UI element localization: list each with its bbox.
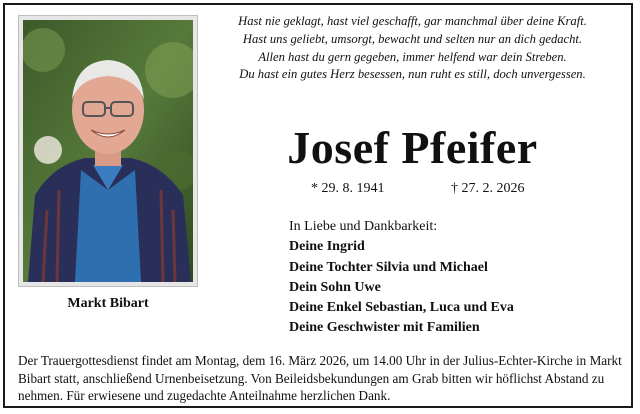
poem-line: Hast uns geliebt, umsorgt, bewacht und selten nur an dich gedacht.: [242, 31, 583, 46]
poem-line: Du hast ein gutes Herz besessen, nun ruht es still, doch unvergessen.: [239, 67, 586, 82]
mourner-entry: Deine Tochter Silvia und Michael: [289, 259, 488, 275]
deceased-name: Josef Pfeifer: [287, 122, 538, 173]
portrait-photo: [19, 16, 197, 286]
mourner-entry: Deine Enkel Sebastian, Luca und Eva: [289, 300, 514, 316]
poem: [210, 13, 615, 84]
mourner-entry: Dein Sohn Uwe: [289, 279, 381, 295]
place-label: Markt Bibart: [67, 296, 149, 311]
poem-line: Allen hast du gern gegeben, immer helfend war dein Streben.: [258, 49, 567, 64]
service-notice: Der Trauergottesdienst findet am Montag, dem 16. März 2026, um 14.00 Uhr in der Julius-Echter-Kirche in Markt Bibart statt, anschließend Urnenbeisetzung. Von Beileidsbekundungen am Grab bitten wir höflichst Abstand zu nehmen. Für erwiesene und zugedachte Anteilnahme herzlichen Dank.: [18, 353, 622, 403]
obituary-card: [3, 3, 633, 408]
poem-line: Hast nie geklagt, hast viel geschafft, gar manchmal über deine Kraft.: [238, 14, 587, 28]
mourners-intro: In Liebe und Dankbarkeit:: [289, 219, 438, 234]
portrait-image: [23, 20, 193, 282]
mourners-list: [289, 217, 619, 339]
mourner-entry: Deine Ingrid: [289, 239, 365, 255]
birth-date: * 29. 8. 1941: [311, 181, 385, 196]
mourner-entry: Deine Geschwister mit Familien: [289, 320, 480, 336]
death-date: † 27. 2. 2026: [451, 181, 525, 196]
